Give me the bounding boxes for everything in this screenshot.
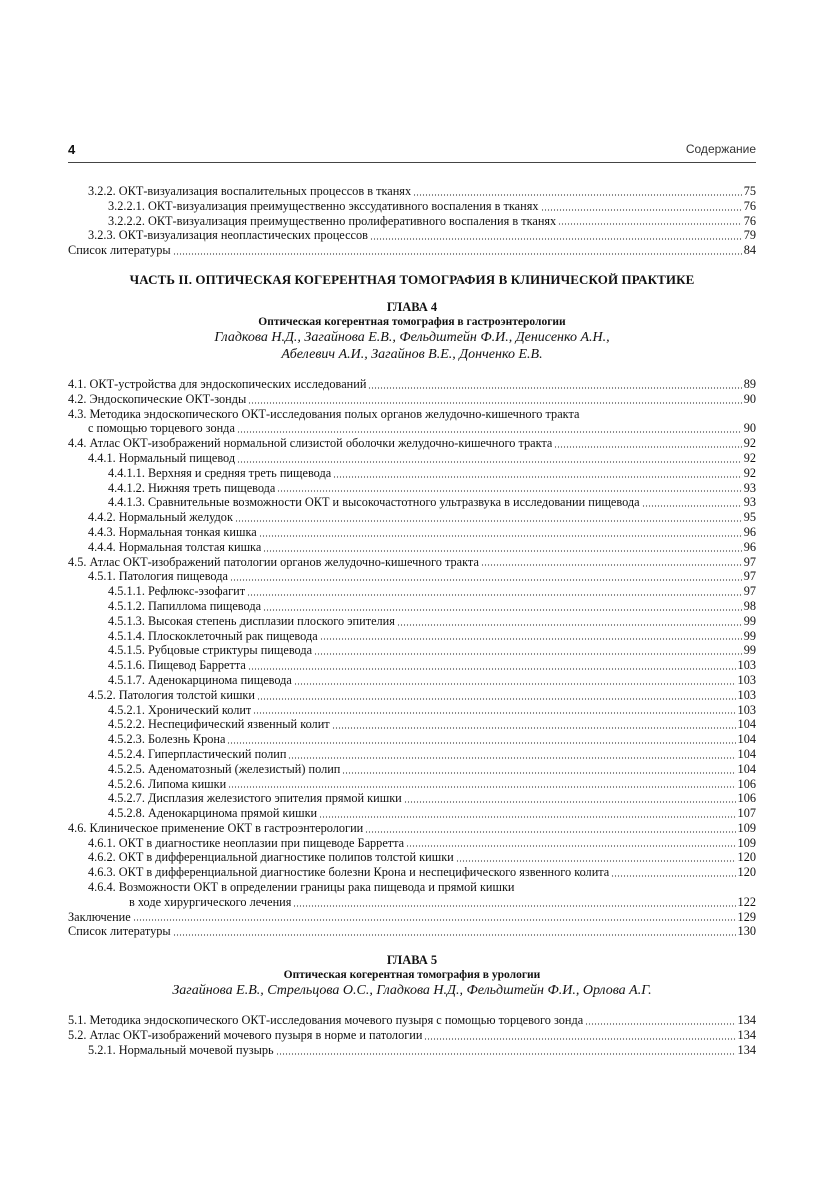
dot-leader	[237, 431, 742, 433]
toc-entry[interactable]	[68, 525, 756, 540]
dot-leader	[263, 609, 742, 611]
toc-entry[interactable]	[68, 510, 756, 525]
dot-leader	[342, 772, 735, 774]
dot-leader	[320, 638, 742, 640]
dot-leader	[247, 594, 742, 596]
dot-leader	[397, 624, 742, 626]
toc-entry-page: 134	[737, 1042, 756, 1057]
toc-entry-page: 99	[743, 643, 756, 658]
toc-entry[interactable]	[68, 495, 756, 510]
toc-entry-page: 120	[737, 850, 756, 865]
dot-leader	[481, 564, 742, 566]
chapter-label: ГЛАВА 5	[386, 953, 438, 968]
dot-leader	[611, 875, 735, 877]
dot-leader	[370, 238, 742, 240]
toc-entry-page: 97	[743, 569, 756, 584]
toc-entry-text: 4.5.1.4. Плоскоклеточный рак пищевода	[108, 628, 318, 643]
toc-entry-text: 5.2. Атлас ОКТ-изображений мочевого пузыря в норме и патологии	[68, 1028, 423, 1043]
toc-entry-page: 92	[743, 465, 756, 480]
chapter-authors: Гладкова Н.Д., Загайнова Е.В., Фельдштейн Ф.И., Денисенко А.Н.,	[214, 329, 610, 345]
toc-entry[interactable]	[68, 777, 756, 792]
toc-entry-text: 4.5.1.2. Папиллома пищевода	[108, 598, 262, 613]
toc-entry-text: 4.5.2.6. Липома кишки	[108, 776, 227, 791]
toc-entry-text: 4.4.1.3. Сравнительные возможности ОКТ и высокочастотного ультразвука в исследовании пищевода	[108, 495, 640, 510]
toc-entry-page: 99	[743, 613, 756, 628]
dot-leader	[253, 712, 735, 714]
dot-leader	[314, 653, 742, 655]
toc-entry-page: 75	[743, 184, 756, 198]
toc-entry-page: 89	[743, 376, 756, 391]
chapter-4-heading	[68, 300, 756, 363]
toc-entry[interactable]	[68, 717, 756, 732]
toc-entry[interactable]	[68, 821, 756, 836]
toc-entry[interactable]	[68, 836, 756, 851]
toc-entry-page: 99	[743, 628, 756, 643]
toc-entry-text: 4.3. Методика эндоскопического ОКТ-исследования полых органов желудочно-кишечного тракта	[68, 406, 580, 421]
toc-entry[interactable]	[68, 392, 756, 407]
toc-entry-page: 103	[737, 702, 756, 717]
toc-entry[interactable]	[68, 643, 756, 658]
toc-entry[interactable]	[68, 481, 756, 496]
dot-leader	[456, 860, 736, 862]
toc-entry[interactable]	[68, 865, 756, 880]
toc-entry[interactable]	[68, 436, 756, 451]
toc-entry-page: 90	[743, 421, 756, 436]
dot-leader	[585, 1023, 735, 1025]
toc-entry[interactable]	[68, 688, 756, 703]
toc-entry-page: 122	[737, 894, 756, 909]
chapter-title: Оптическая когерентная томография в урологии	[283, 969, 541, 982]
toc-entry-page: 76	[743, 213, 756, 228]
dot-leader	[293, 905, 735, 907]
dot-leader	[413, 194, 742, 196]
dot-leader	[294, 683, 736, 685]
dot-leader	[404, 801, 736, 803]
toc-entry[interactable]	[68, 555, 756, 570]
toc-entry[interactable]	[68, 377, 756, 392]
toc-entry[interactable]	[68, 599, 756, 614]
toc-entry[interactable]	[68, 1043, 756, 1058]
dot-leader	[332, 727, 736, 729]
toc-entry-text: 4.5.1.7. Аденокарцинома пищевода	[108, 672, 292, 687]
toc-entry-text: 3.2.3. ОКТ-визуализация неопластических процессов	[88, 228, 368, 243]
toc-entry-page: 107	[737, 806, 756, 821]
toc-entry-text: 4.4.3. Нормальная тонкая кишка	[88, 524, 257, 539]
dot-leader	[235, 520, 742, 522]
toc-entry-text: 4.5.2. Патология толстой кишки	[88, 687, 255, 702]
dot-leader	[276, 1053, 736, 1055]
dot-leader	[288, 757, 735, 759]
dot-leader	[554, 446, 741, 448]
dot-leader	[173, 253, 742, 255]
toc-entry-page: 129	[737, 909, 756, 924]
toc-entry[interactable]	[68, 732, 756, 747]
dot-leader	[227, 742, 735, 744]
toc-entry-text: 4.4.1.1. Верхняя и средняя треть пищевода	[108, 465, 332, 480]
toc-entry-page: 96	[743, 524, 756, 539]
dot-leader	[133, 919, 736, 921]
toc-entry-page: 103	[737, 658, 756, 673]
dot-leader	[541, 209, 742, 211]
toc-entry-page: 104	[737, 746, 756, 761]
toc-entry-page: 90	[743, 391, 756, 406]
toc-entry-page: 103	[737, 672, 756, 687]
toc-entry-page: 92	[743, 436, 756, 451]
toc-entry-page: 104	[737, 717, 756, 732]
toc-entry[interactable]	[68, 199, 756, 214]
chapter-4-entries	[68, 377, 756, 939]
toc-entry-page: 97	[743, 584, 756, 599]
toc-entry-text: с помощью торцевого зонда	[88, 421, 235, 436]
chapter-authors: Абелевич А.И., Загайнов В.Е., Донченко Е.В.	[281, 346, 543, 362]
toc-entry-page: 120	[737, 865, 756, 880]
dot-leader	[424, 1038, 735, 1040]
toc-entry-text: 4.4.1.2. Нижняя треть пищевода	[108, 480, 276, 495]
toc-entry[interactable]	[68, 421, 756, 436]
dot-leader	[230, 579, 742, 581]
dot-leader	[368, 387, 741, 389]
dot-leader	[248, 402, 741, 404]
toc-entry-page: 98	[743, 598, 756, 613]
chapter-authors: Загайнова Е.В., Стрельцова О.С., Гладкова Н.Д., Фельдштейн Ф.И., Орлова А.Г.	[172, 983, 652, 999]
dot-leader	[173, 934, 736, 936]
toc-entry[interactable]	[68, 850, 756, 865]
toc-entry-page: 106	[737, 791, 756, 806]
toc-entry-text: Заключение	[68, 909, 131, 924]
toc-entry[interactable]	[68, 658, 756, 673]
toc-entry-page: 95	[743, 510, 756, 525]
dot-leader	[365, 831, 735, 833]
toc-entry[interactable]	[68, 1013, 756, 1028]
toc-entry-page: 109	[737, 820, 756, 835]
toc-entry-text: 3.2.2.2. ОКТ-визуализация преимущественно пролиферативного воспаления в тканях	[108, 213, 557, 228]
toc-top-section	[68, 184, 756, 258]
toc-entry[interactable]	[68, 791, 756, 806]
toc-entry[interactable]	[68, 214, 756, 229]
chapter-label: ГЛАВА 4	[386, 299, 438, 314]
toc-entry-text: 4.6.3. ОКТ в дифференциальной диагностике болезни Крона и неспецифического язвенного колита	[88, 865, 610, 880]
header-rule	[68, 162, 756, 163]
toc-entry-page: 109	[737, 835, 756, 850]
toc-entry-text: 4.5.1.3. Высокая степень дисплазии плоского эпителия	[108, 613, 395, 628]
page-header	[68, 142, 756, 162]
toc-entry[interactable]	[68, 243, 756, 258]
toc-entry-text: 4.5.1. Патология пищевода	[88, 569, 228, 584]
chapter-title: Оптическая когерентная томография в гастроэнтерологии	[258, 315, 566, 328]
page-number: 4	[68, 142, 76, 157]
toc-entry-page: 104	[737, 732, 756, 747]
toc-entry-text: Список литературы	[68, 924, 171, 939]
toc-entry-page: 103	[737, 687, 756, 702]
toc-entry[interactable]	[68, 614, 756, 629]
toc-entry-page: 93	[743, 495, 756, 510]
toc-entry-text: 4.4.4. Нормальная толстая кишка	[88, 539, 262, 554]
toc-entry-page: 92	[743, 450, 756, 465]
toc-entry-page: 106	[737, 776, 756, 791]
toc-entry[interactable]	[68, 228, 756, 243]
toc-entry-text: 4.6.2. ОКТ в дифференциальной диагностике полипов толстой кишки	[88, 850, 454, 865]
toc-entry-text: 5.2.1. Нормальный мочевой пузырь	[88, 1042, 274, 1057]
dot-leader	[263, 550, 741, 552]
toc-entry-page: 79	[743, 228, 756, 243]
dot-leader	[228, 786, 735, 788]
dot-leader	[406, 845, 735, 847]
toc-entry-text: 4.2. Эндоскопические ОКТ-зонды	[68, 391, 247, 406]
toc-entry-text: 4.4.1. Нормальный пищевод	[88, 450, 236, 465]
toc-entry-text: 4.6.4. Возможности ОКТ в определении границы рака пищевода и прямой кишки	[88, 880, 515, 895]
dot-leader	[642, 505, 742, 507]
toc-entry[interactable]	[68, 762, 756, 777]
toc-entry-text: 4.4. Атлас ОКТ-изображений нормальной слизистой оболочки желудочно-кишечного тракта	[68, 436, 553, 451]
toc-entry-text: 4.5.2.4. Гиперпластический полип	[108, 746, 287, 761]
dot-leader	[558, 223, 741, 225]
toc-entry-text: 4.5.1.1. Рефлюкс-эзофагит	[108, 584, 246, 599]
toc-entry-page: 134	[737, 1028, 756, 1043]
toc-content	[68, 184, 756, 1058]
toc-entry-page: 130	[737, 924, 756, 939]
toc-entry-page: 96	[743, 539, 756, 554]
dot-leader	[259, 535, 742, 537]
toc-entry[interactable]	[68, 629, 756, 644]
dot-leader	[237, 461, 742, 463]
toc-entry-text: 4.6. Клиническое применение ОКТ в гастроэнтерологии	[68, 820, 364, 835]
toc-entry-text: 4.5. Атлас ОКТ-изображений патологии органов желудочно-кишечного тракта	[68, 554, 479, 569]
part-title: ЧАСТЬ II. ОПТИЧЕСКАЯ КОГЕРЕНТНАЯ ТОМОГРАФИЯ В КЛИНИЧЕСКОЙ ПРАКТИКЕ	[129, 271, 695, 287]
dot-leader	[333, 476, 742, 478]
toc-entry[interactable]	[68, 747, 756, 762]
toc-entry-text: 3.2.2.1. ОКТ-визуализация преимущественно экссудативного воспаления в тканях	[108, 198, 539, 213]
toc-entry-text: 4.5.2.7. Дисплазия железистого эпителия прямой кишки	[108, 791, 402, 806]
chapter-5-entries	[68, 1013, 756, 1057]
toc-entry-page: 134	[737, 1013, 756, 1028]
toc-entry-text: 4.5.2.3. Болезнь Крона	[108, 732, 226, 747]
dot-leader	[248, 668, 736, 670]
toc-entry-text: 4.5.2.8. Аденокарцинома прямой кишки	[108, 806, 318, 821]
chapter-5-heading	[68, 953, 756, 999]
toc-entry[interactable]	[68, 569, 756, 584]
toc-entry[interactable]	[68, 880, 756, 895]
toc-entry-text: 4.4.2. Нормальный желудок	[88, 510, 233, 525]
toc-entry[interactable]	[68, 924, 756, 939]
toc-entry-text: 4.5.2.1. Хронический колит	[108, 702, 252, 717]
toc-entry-text: 3.2.2. ОКТ-визуализация воспалительных процессов в тканях	[88, 184, 412, 198]
running-head: Содержание	[685, 142, 756, 156]
toc-entry[interactable]	[68, 540, 756, 555]
toc-entry[interactable]	[68, 407, 756, 422]
toc-entry[interactable]	[68, 1028, 756, 1043]
toc-entry[interactable]	[68, 703, 756, 718]
toc-entry-page: 76	[743, 198, 756, 213]
toc-entry-text: 5.1. Методика эндоскопического ОКТ-исследования мочевого пузыря с помощью торцевого зонда	[68, 1013, 584, 1028]
toc-entry-text: 4.5.2.2. Неспецифический язвенный колит	[108, 717, 330, 732]
toc-entry-text: Список литературы	[68, 243, 171, 258]
dot-leader	[257, 698, 736, 700]
toc-entry[interactable]	[68, 451, 756, 466]
dot-leader	[277, 490, 741, 492]
toc-entry-page: 84	[743, 243, 756, 258]
toc-entry-page: 97	[743, 554, 756, 569]
toc-entry-text: 4.5.1.5. Рубцовые стриктуры пищевода	[108, 643, 313, 658]
toc-entry-text: 4.5.1.6. Пищевод Барретта	[108, 658, 246, 673]
toc-entry[interactable]	[68, 184, 756, 199]
toc-entry-text: 4.5.2.5. Аденоматозный (железистый) полип	[108, 761, 341, 776]
toc-entry-page: 93	[743, 480, 756, 495]
toc-entry-text: 4.6.1. ОКТ в диагностике неоплазии при пищеводе Барретта	[88, 835, 405, 850]
toc-entry[interactable]	[68, 673, 756, 688]
toc-entry[interactable]	[68, 910, 756, 925]
toc-entry-page: 104	[737, 761, 756, 776]
toc-entry-text: в ходе хирургического лечения	[129, 894, 292, 909]
toc-entry[interactable]	[68, 895, 756, 910]
toc-entry[interactable]	[68, 806, 756, 821]
dot-leader	[319, 816, 735, 818]
toc-entry[interactable]	[68, 584, 756, 599]
toc-entry-text: 4.1. ОКТ-устройства для эндоскопических исследований	[68, 376, 367, 391]
toc-entry[interactable]	[68, 466, 756, 481]
